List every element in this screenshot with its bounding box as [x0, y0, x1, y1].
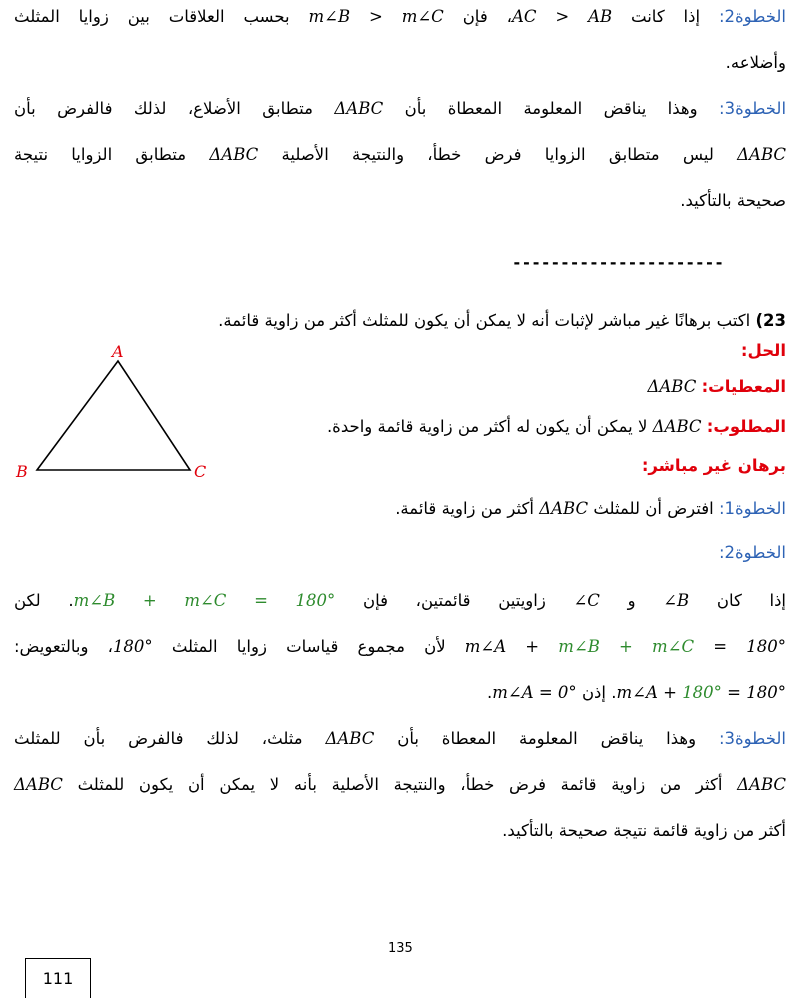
prev-step2-line2: وأضلاعه. [725, 53, 786, 72]
page-box-number: 111 [25, 958, 91, 998]
prev-step3-line2: ΔABC ليس متطابق الزوايا فرض خطأ، والنتيجة الأصلية ΔABC متطابق الزوايا نتيجة [14, 145, 786, 164]
step-label: الخطوة3: [719, 99, 787, 118]
step2-label-line [14, 540, 786, 566]
step2-line2: m∠A + m∠B + m∠C = 180° لأن مجموع قياسات زوايا المثلث 180°، وبالتعويض: [14, 637, 787, 656]
required-line: المطلوب: ΔABC لا يمكن أن يكون له أكثر من زاوية قائمة واحدة. [326, 417, 786, 436]
required-label: المطلوب: [706, 417, 786, 436]
step3-line2: ΔABC أكثر من زاوية قائمة فرض خطأ، والنتيجة الأصلية بأنه لا يمكن أن يكون للمثلث ΔABC [14, 775, 787, 794]
problem-number: 23) [755, 311, 786, 330]
prev-step3-line3: صحيحة بالتأكيد. [680, 191, 786, 210]
prev-step3-line1: الخطوة3: وهذا يناقض المعلومة المعطاة بأن ΔABC متطابق الأضلاع، لذلك فالفرض بأن [14, 99, 787, 118]
given-line: المعطيات: ΔABC [647, 377, 786, 396]
problem-statement [14, 308, 786, 334]
page-number: 135 [388, 941, 413, 956]
vertex-label-b: B [16, 462, 28, 481]
step3-line1: الخطوة3: وهذا يناقض المعلومة المعطاة بأن ΔABC مثلث، لذلك فالفرض بأن للمثلث [14, 729, 786, 748]
vertex-label-c: C [194, 462, 207, 481]
problem-text: اكتب برهانًا غير مباشر لإثبات أنه لا يمكن أن يكون للمثلث أكثر من زاوية قائمة. [218, 311, 751, 330]
step-label: الخطوة1: [718, 499, 786, 518]
step1-line: الخطوة1: افترض أن للمثلث ΔABC أكثر من زاوية قائمة. [395, 499, 786, 518]
step-label: الخطوة2: [718, 543, 786, 562]
triangle-shape [37, 361, 190, 470]
prev-step2-line1: الخطوة2: إذا كانت AC > AB، فإن m∠B > m∠C بحسب العلاقات بين زوايا المثلث [14, 7, 786, 26]
solution-label: الحل: [740, 341, 786, 360]
step3-line3: أكثر من زاوية قائمة نتيجة صحيحة بالتأكيد. [502, 821, 786, 840]
triangle-diagram [10, 342, 210, 482]
step-label: الخطوة2: [718, 7, 786, 26]
proof-label: برهان غير مباشر: [641, 456, 786, 475]
step-label: الخطوة3: [718, 729, 786, 748]
step2-line3: m∠A + 180° = 180°. إذن m∠A = 0°. [486, 683, 786, 702]
vertex-label-a: A [112, 342, 124, 361]
step2-line1: إذا كان ∠B و ∠C زاويتين قائمتين، فإن m∠B + m∠C = 180°. لكن [14, 591, 786, 610]
separator: ---------------------- [512, 253, 724, 272]
given-label: المعطيات: [701, 377, 786, 396]
proof-label-line [230, 453, 786, 479]
